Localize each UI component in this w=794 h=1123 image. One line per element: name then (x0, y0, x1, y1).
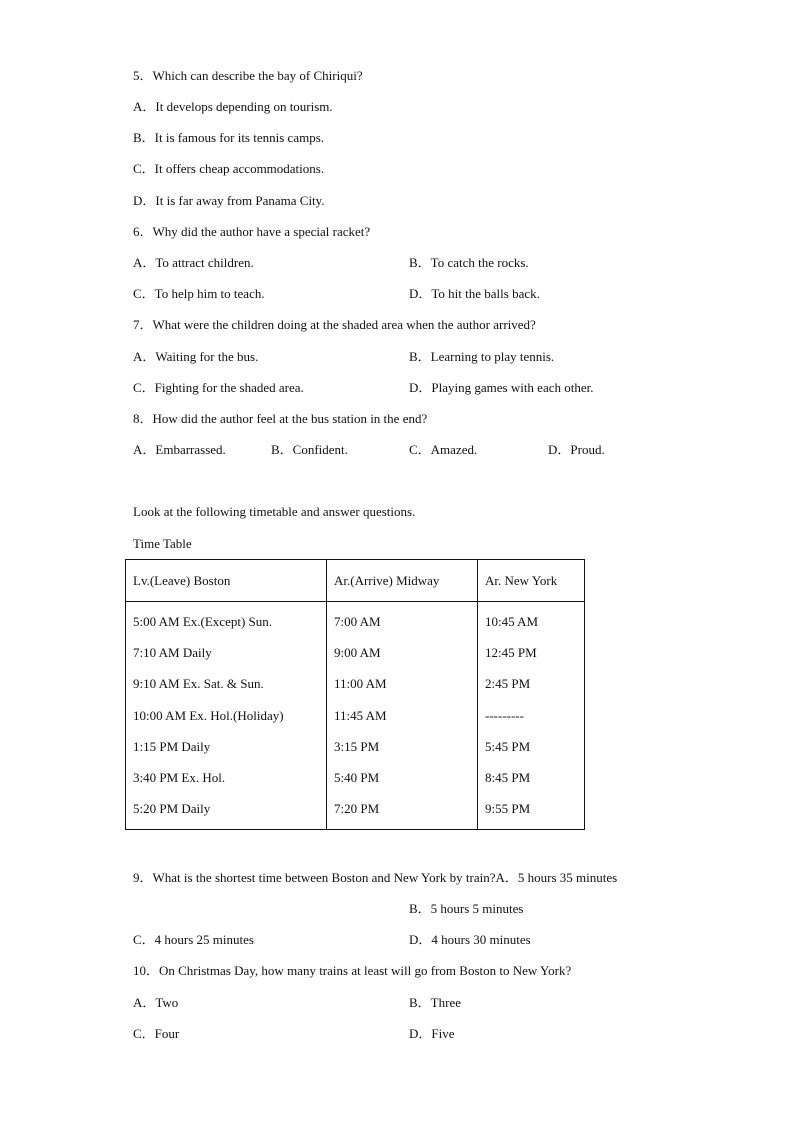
timetable-header-divider (126, 601, 584, 602)
timetable-cell-boston: 7:10 AM Daily (133, 645, 212, 660)
timetable-cell-midway: 11:00 AM (334, 676, 387, 691)
question-5-option-a: A．It develops depending on tourism. (133, 99, 333, 114)
question-6-option-b: B．To catch the rocks. (409, 255, 529, 270)
timetable-intro: Look at the following timetable and answer questions. (133, 504, 416, 519)
timetable-cell-midway: 3:15 PM (334, 739, 380, 754)
timetable-cell-midway: 5:40 PM (334, 770, 380, 785)
timetable-cell-boston: 9:10 AM Ex. Sat. & Sun. (133, 676, 264, 691)
timetable-cell-midway: 9:00 AM (334, 645, 381, 660)
timetable-cell-boston: 5:00 AM Ex.(Except) Sun. (133, 614, 273, 629)
timetable-caption: Time Table (133, 536, 192, 551)
question-9-option-b: B．5 hours 5 minutes (409, 901, 524, 916)
timetable-cell-newyork: 5:45 PM (485, 739, 531, 754)
timetable-cell-boston: 10:00 AM Ex. Hol.(Holiday) (133, 708, 284, 723)
timetable-cell-midway: 7:00 AM (334, 614, 381, 629)
timetable-cell-boston: 3:40 PM Ex. Hol. (133, 770, 226, 785)
question-8-option-d: D．Proud. (548, 442, 605, 457)
question-10-option-b: B．Three (409, 995, 461, 1010)
timetable-cell-newyork: 8:45 PM (485, 770, 531, 785)
timetable-cell-midway: 7:20 PM (334, 801, 380, 816)
question-9-option-d: D．4 hours 30 minutes (409, 932, 531, 947)
question-5-option-c: C．It offers cheap accommodations. (133, 161, 325, 176)
question-10-option-c: C．Four (133, 1026, 180, 1041)
question-10-stem: 10．On Christmas Day, how many trains at least will go from Boston to New York? (133, 963, 572, 978)
question-5-option-b: B．It is famous for its tennis camps. (133, 130, 325, 145)
question-8-option-b: B．Confident. (271, 442, 348, 457)
question-5-stem: 5．Which can describe the bay of Chiriqui? (133, 68, 363, 83)
question-7-option-a: A．Waiting for the bus. (133, 349, 259, 364)
timetable-cell-boston: 1:15 PM Daily (133, 739, 211, 754)
question-6-option-c: C．To help him to teach. (133, 286, 265, 301)
question-6-option-a: A．To attract children. (133, 255, 254, 270)
question-9-option-c: C．4 hours 25 minutes (133, 932, 254, 947)
timetable-cell-newyork: --------- (485, 708, 524, 723)
question-7-stem: 7．What were the children doing at the shaded area when the author arrived? (133, 317, 536, 332)
timetable-cell-newyork: 2:45 PM (485, 676, 531, 691)
timetable-header-newyork: Ar. New York (485, 573, 558, 588)
question-10-option-d: D．Five (409, 1026, 455, 1041)
question-8-option-c: C．Amazed. (409, 442, 478, 457)
timetable (125, 559, 585, 830)
question-5-option-d: D．It is far away from Panama City. (133, 193, 325, 208)
timetable-header-boston: Lv.(Leave) Boston (133, 573, 231, 588)
timetable-cell-newyork: 9:55 PM (485, 801, 531, 816)
question-6-option-d: D．To hit the balls back. (409, 286, 540, 301)
question-6-stem: 6．Why did the author have a special racket? (133, 224, 371, 239)
timetable-cell-newyork: 12:45 PM (485, 645, 537, 660)
question-8-stem: 8．How did the author feel at the bus station in the end? (133, 411, 428, 426)
timetable-header-midway: Ar.(Arrive) Midway (334, 573, 440, 588)
question-7-option-c: C．Fighting for the shaded area. (133, 380, 304, 395)
question-10-option-a: A．Two (133, 995, 179, 1010)
timetable-cell-newyork: 10:45 AM (485, 614, 539, 629)
timetable-cell-boston: 5:20 PM Daily (133, 801, 211, 816)
question-9-stem: 9．What is the shortest time between Boston and New York by train?A．5 hours 35 minutes (133, 870, 618, 885)
timetable-cell-midway: 11:45 AM (334, 708, 387, 723)
question-7-option-d: D．Playing games with each other. (409, 380, 594, 395)
question-7-option-b: B．Learning to play tennis. (409, 349, 555, 364)
question-8-option-a: A．Embarrassed. (133, 442, 226, 457)
